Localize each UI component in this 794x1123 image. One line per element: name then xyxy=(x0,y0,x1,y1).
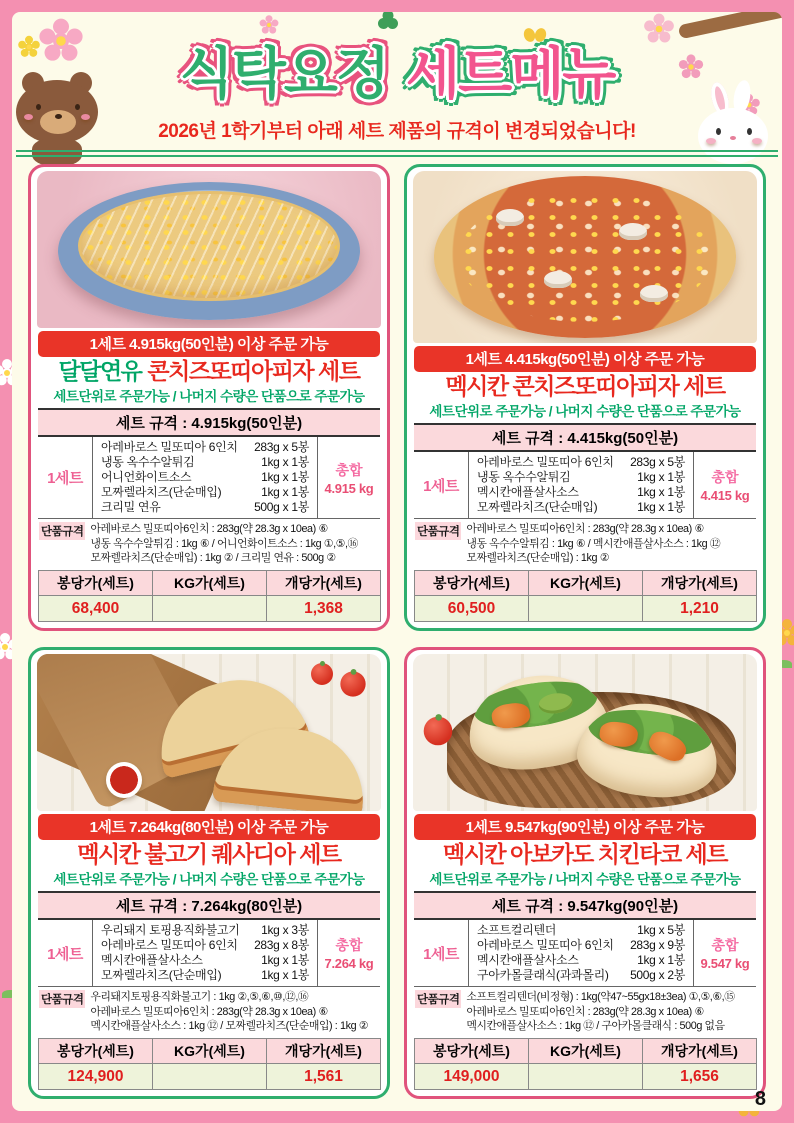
item-row xyxy=(101,485,309,500)
price-each: 1,656 xyxy=(642,1064,757,1090)
item-name: 모짜렐라치즈(단순매입) xyxy=(101,485,222,500)
item-name: 멕시칸애플살사소스 xyxy=(101,953,203,968)
total-value: 4.415 kg xyxy=(700,488,750,504)
item-row xyxy=(101,938,309,953)
price-header-kg: KG가(세트) xyxy=(152,1038,267,1064)
item-name: 아레바로스 밀또띠아 6인치 xyxy=(477,938,614,953)
item-qty: 500g x 2봉 xyxy=(630,968,685,983)
price-table xyxy=(414,570,756,622)
unit-spec xyxy=(38,987,380,1038)
unit-spec-line: 냉동 옥수수알튀김 : 1kg ⑥ / 멕시칸애플살사소스 : 1kg ⑫ xyxy=(466,537,721,550)
unit-spec-line: 아레바로스 밀또띠아6인치 : 283g(약 28.3g x 10ea) ⑥ xyxy=(90,523,328,536)
item-name: 우리돼지 토핑용직화불고기 xyxy=(101,923,240,938)
unit-spec-line: 모짜렐라치즈(단순매입) : 1kg ② xyxy=(466,552,610,565)
page-title-part1: 식탁요정 xyxy=(179,42,388,105)
flyer-content xyxy=(12,12,782,1111)
flower-icon xyxy=(2,368,12,378)
product-card-sweet-corn-pizza xyxy=(28,164,390,631)
product-photo xyxy=(413,171,757,343)
cherry-tomato xyxy=(311,663,333,685)
set-items-table xyxy=(414,452,756,519)
change-notice: 2026년 1학기부터 아래 세트 제품의 규격이 변경되었습니다! xyxy=(158,121,636,142)
order-minimum-banner: 1세트 4.415kg(50인분) 이상 주문 가능 xyxy=(414,346,756,372)
unit-spec-lines xyxy=(466,990,734,1034)
unit-spec-line: 아레바로스 밀또띠아6인치 : 283g(약 28.3g x 10ea) ⑥ xyxy=(466,523,704,536)
item-qty: 1kg x 1봉 xyxy=(637,953,685,968)
product-photo xyxy=(37,654,381,811)
product-title-accent: 달달연유 xyxy=(58,358,142,385)
page-number: 8 xyxy=(754,1088,766,1110)
item-qty: 1kg x 1봉 xyxy=(261,485,309,500)
price-each: 1,210 xyxy=(642,596,757,622)
item-row xyxy=(477,455,685,470)
item-list xyxy=(92,920,318,986)
total-label: 총합 xyxy=(711,937,739,954)
unit-spec-label: 단품규격 xyxy=(39,522,85,540)
price-table xyxy=(38,570,380,622)
item-name: 소프트컬리텐더 xyxy=(477,923,557,938)
mushroom-slice xyxy=(619,223,647,240)
item-name: 모짜렐라치즈(단순매입) xyxy=(101,968,222,983)
price-bag: 124,900 xyxy=(38,1064,153,1090)
order-note: 세트단위로 주문가능 / 나머지 수량은 단품으로 주문가능 xyxy=(53,872,365,888)
product-title xyxy=(37,842,381,867)
item-name: 크리밀 연유 xyxy=(101,500,161,515)
item-qty: 283g x 9봉 xyxy=(630,938,685,953)
unit-spec-line: 아레바로스 밀또띠아6인치 : 283g(약 28.3g x 10ea) ⑥ xyxy=(466,1005,704,1018)
price-header-each: 개당가(세트) xyxy=(642,570,757,596)
unit-spec-line: 냉동 옥수수알튀김 : 1kg ⑥ / 어니언화이트소스 : 1kg ①,⑤,⑯ xyxy=(90,537,358,550)
order-minimum-banner: 1세트 9.547kg(90인분) 이상 주문 가능 xyxy=(414,814,756,840)
item-qty: 1kg x 1봉 xyxy=(261,968,309,983)
flower-icon xyxy=(266,22,273,29)
unit-spec-lines xyxy=(466,522,720,566)
item-row xyxy=(101,440,309,455)
lettuce xyxy=(472,675,600,734)
item-qty: 1kg x 5봉 xyxy=(637,923,685,938)
item-qty: 1kg x 1봉 xyxy=(637,500,685,515)
unit-spec-lines xyxy=(90,990,368,1034)
unit-spec xyxy=(414,987,756,1038)
price-table xyxy=(414,1038,756,1090)
unit-spec-line: 아레바로스 밀또띠아6인치 : 283g(약 28.3g x 10ea) ⑥ xyxy=(90,1005,328,1018)
product-title-main: 멕시칸 콘치즈또띠아피자 세트 xyxy=(445,373,725,400)
item-name: 어니언화이트소스 xyxy=(101,470,192,485)
header-divider xyxy=(16,150,778,157)
price-each: 1,561 xyxy=(266,1064,381,1090)
set-items-table xyxy=(38,920,380,987)
unit-spec-line: 소프트컬리텐더(비정형) : 1kg(약47~55gx18±3ea) ①,⑤,⑥,⑮ xyxy=(466,991,735,1004)
total-weight xyxy=(318,920,380,986)
mushroom-slice xyxy=(640,285,668,302)
order-note: 세트단위로 주문가능 / 나머지 수량은 단품으로 주문가능 xyxy=(429,872,741,888)
corn-cheese-tortilla-pizza xyxy=(78,191,339,301)
item-list xyxy=(92,437,318,518)
total-label: 총합 xyxy=(335,937,363,954)
unit-spec-line: 우리돼지토핑용직화불고기 : 1kg ②,⑤,⑥,⑩,⑫,⑯ xyxy=(90,991,309,1004)
product-card-avocado-chicken-taco xyxy=(404,647,766,1099)
order-minimum-banner: 1세트 4.915kg(50인분) 이상 주문 가능 xyxy=(38,331,380,357)
item-qty: 283g x 5봉 xyxy=(254,440,309,455)
item-row xyxy=(477,485,685,500)
unit-spec xyxy=(414,519,756,570)
total-value: 7.264 kg xyxy=(324,956,374,972)
unit-spec xyxy=(38,519,380,570)
item-row xyxy=(477,500,685,515)
item-list xyxy=(468,452,694,518)
pizza-toppings xyxy=(458,192,713,323)
total-label: 총합 xyxy=(711,469,739,486)
item-name: 구아카몰클래식(과콰몰리) xyxy=(477,968,609,983)
price-table xyxy=(38,1038,380,1090)
item-row xyxy=(477,923,685,938)
price-header-each: 개당가(세트) xyxy=(642,1038,757,1064)
total-value: 4.915 kg xyxy=(324,480,374,496)
price-kg xyxy=(528,596,643,622)
item-qty: 1kg x 3봉 xyxy=(261,923,309,938)
total-weight xyxy=(694,920,756,986)
item-name: 냉동 옥수수알튀김 xyxy=(101,455,195,470)
price-each: 1,368 xyxy=(266,596,381,622)
item-row xyxy=(477,953,685,968)
product-title xyxy=(413,842,757,867)
set-count-label: 1세트 xyxy=(47,945,83,963)
item-row xyxy=(101,923,309,938)
total-label: 총합 xyxy=(335,461,363,478)
price-header-kg: KG가(세트) xyxy=(152,570,267,596)
item-list xyxy=(468,920,694,986)
item-row xyxy=(101,470,309,485)
price-header-each: 개당가(세트) xyxy=(266,1038,381,1064)
set-items-table xyxy=(414,920,756,987)
item-row xyxy=(101,968,309,983)
price-header-bag: 봉당가(세트) xyxy=(38,1038,153,1064)
price-header-bag: 봉당가(세트) xyxy=(414,1038,529,1064)
price-kg xyxy=(528,1064,643,1090)
product-title xyxy=(413,374,757,399)
set-spec-header: 세트 규격 : 4.415kg(50인분) xyxy=(414,423,756,452)
item-row xyxy=(101,455,309,470)
page-title xyxy=(12,30,782,110)
unit-spec-lines xyxy=(90,522,358,566)
set-spec-header: 세트 규격 : 7.264kg(80인분) xyxy=(38,891,380,920)
unit-spec-line: 멕시칸애플살사소스 : 1kg ⑫ / 구아카몰클래식 : 500g 없음 xyxy=(466,1020,725,1033)
item-qty: 1kg x 1봉 xyxy=(637,485,685,500)
flyer-header xyxy=(12,12,782,164)
item-qty: 283g x 8봉 xyxy=(254,938,309,953)
item-name: 멕시칸애플살사소스 xyxy=(477,485,579,500)
price-bag: 149,000 xyxy=(414,1064,529,1090)
item-name: 냉동 옥수수알튀김 xyxy=(477,470,571,485)
item-name: 모짜렐라치즈(단순매입) xyxy=(477,500,598,515)
price-header-kg: KG가(세트) xyxy=(528,570,643,596)
product-title xyxy=(37,359,381,384)
product-card-bulgogi-quesadilla xyxy=(28,647,390,1099)
mushroom-slice xyxy=(544,271,572,288)
unit-spec-label: 단품규격 xyxy=(39,990,85,1008)
item-qty: 1kg x 1봉 xyxy=(637,470,685,485)
total-weight xyxy=(694,452,756,518)
price-kg xyxy=(152,596,267,622)
total-value: 9.547 kg xyxy=(700,956,750,972)
product-title-main: 콘치즈또띠아피자 세트 xyxy=(147,358,360,385)
set-count-label: 1세트 xyxy=(423,945,459,963)
product-title-main: 멕시칸 아보카도 치킨타코 세트 xyxy=(442,841,727,868)
price-header-kg: KG가(세트) xyxy=(528,1038,643,1064)
tomato xyxy=(423,717,452,746)
total-weight xyxy=(318,437,380,518)
product-photo xyxy=(413,654,757,811)
order-note: 세트단위로 주문가능 / 나머지 수량은 단품으로 주문가능 xyxy=(429,404,741,420)
item-qty: 1kg x 1봉 xyxy=(261,455,309,470)
item-qty: 1kg x 1봉 xyxy=(261,953,309,968)
item-name: 멕시칸애플살사소스 xyxy=(477,953,579,968)
item-row xyxy=(101,953,309,968)
set-items-table xyxy=(38,437,380,519)
flower-icon xyxy=(782,628,792,638)
product-card-mexican-pizza xyxy=(404,164,766,631)
set-spec-header: 세트 규격 : 9.547kg(90인분) xyxy=(414,891,756,920)
item-qty: 1kg x 1봉 xyxy=(261,470,309,485)
set-count-label: 1세트 xyxy=(47,470,83,488)
price-header-each: 개당가(세트) xyxy=(266,570,381,596)
item-qty: 283g x 5봉 xyxy=(630,455,685,470)
unit-spec-line: 멕시칸애플살사소스 : 1kg ⑫ / 모짜렐라치즈(단순매입) : 1kg ② xyxy=(90,1020,369,1033)
product-grid xyxy=(28,164,766,1099)
price-kg xyxy=(152,1064,267,1090)
item-row xyxy=(477,938,685,953)
item-row xyxy=(477,968,685,983)
order-minimum-banner: 1세트 7.264kg(80인분) 이상 주문 가능 xyxy=(38,814,380,840)
item-row xyxy=(101,500,309,515)
item-name: 아레바로스 밀또띠아 6인치 xyxy=(101,440,238,455)
item-row xyxy=(477,470,685,485)
product-photo xyxy=(37,171,381,328)
set-spec-header: 세트 규격 : 4.915kg(50인분) xyxy=(38,408,380,437)
page-title-part2: 세트메뉴 xyxy=(406,42,615,105)
unit-spec-line: 모짜렐라치즈(단순매입) : 1kg ② / 크리밀 연유 : 500g ② xyxy=(90,552,336,565)
price-bag: 60,500 xyxy=(414,596,529,622)
item-name: 아레바로스 밀또띠아 6인치 xyxy=(477,455,614,470)
item-qty: 500g x 1봉 xyxy=(254,500,309,515)
cherry-tomato xyxy=(340,671,365,696)
flower-icon xyxy=(0,642,10,652)
set-count-label: 1세트 xyxy=(423,477,459,495)
price-header-bag: 봉당가(세트) xyxy=(414,570,529,596)
price-header-bag: 봉당가(세트) xyxy=(38,570,153,596)
item-name: 아레바로스 밀또띠아 6인치 xyxy=(101,938,238,953)
unit-spec-label: 단품규격 xyxy=(415,522,461,540)
product-title-main: 멕시칸 불고기 퀘사디아 세트 xyxy=(77,841,341,868)
unit-spec-label: 단품규격 xyxy=(415,990,461,1008)
mushroom-slice xyxy=(496,209,524,226)
order-note: 세트단위로 주문가능 / 나머지 수량은 단품으로 주문가능 xyxy=(53,389,365,405)
price-bag: 68,400 xyxy=(38,596,153,622)
